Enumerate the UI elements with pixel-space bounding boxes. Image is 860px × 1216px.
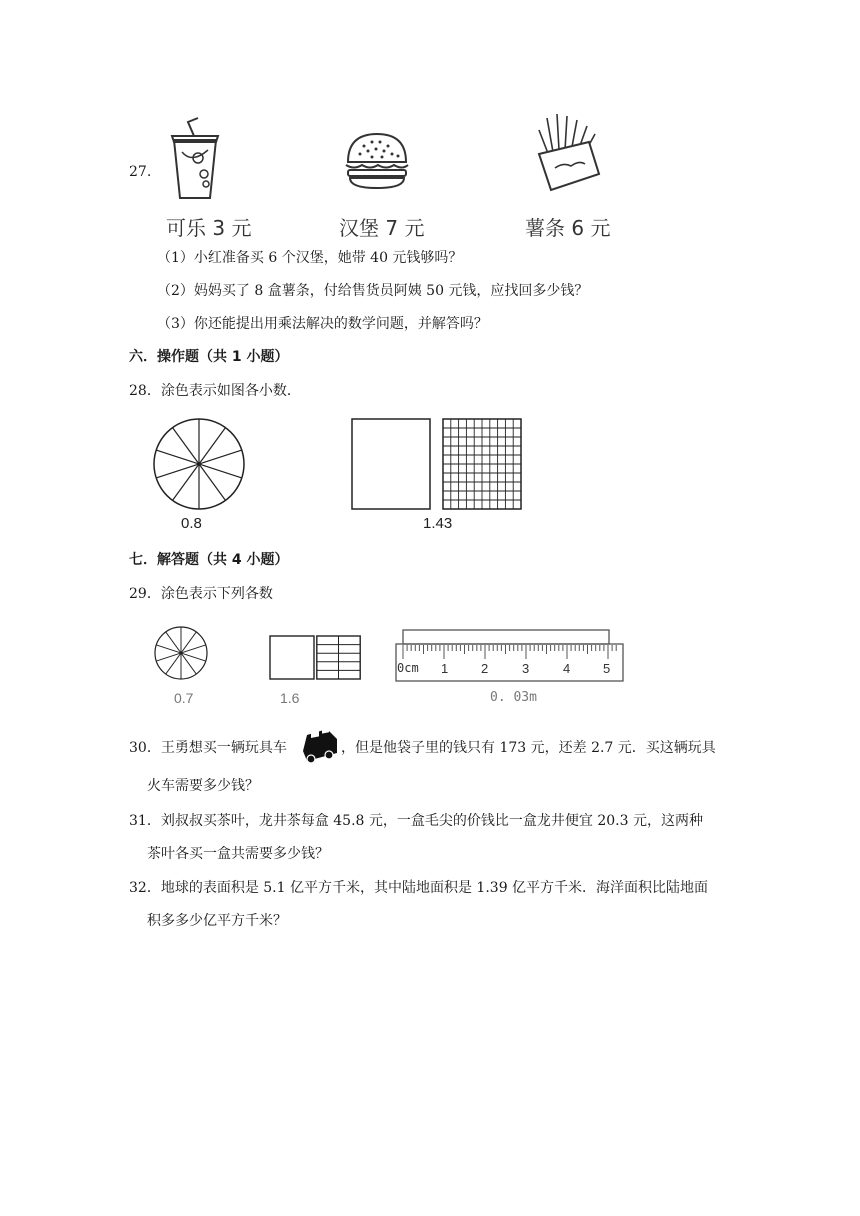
question-27-part-1: （1）小红准备买 6 个汉堡，她带 40 元钱够吗？ <box>157 250 463 266</box>
whole-unit-square <box>351 418 431 510</box>
question-32-line-1: 32．地球的表面积是 5.1 亿平方千米，其中陆地面积是 1.39 亿平方千米．海洋面积比陆地面 <box>129 880 709 896</box>
square-decimal-label: 1.43 <box>423 515 453 532</box>
small-whole-square <box>269 635 315 680</box>
question-31-line-2: 茶叶各买一盒共需要多少钱？ <box>147 846 329 862</box>
question-32-line-2: 积多多少亿平方千米？ <box>147 913 287 929</box>
fries-price-label: 薯条 6 元 <box>525 216 611 240</box>
hundred-grid-square <box>442 418 522 510</box>
hamburger-price-label: 汉堡 7 元 <box>339 216 425 240</box>
small-circle-divided-10-parts <box>153 625 209 681</box>
cola-price-label: 可乐 3 元 <box>166 216 252 240</box>
question-28-text: 28．涂色表示如图各小数． <box>129 383 301 399</box>
question-27-part-2: （2）妈妈买了 8 盒薯条，付给售货员阿姨 50 元钱，应找回多少钱？ <box>157 283 589 299</box>
ruler-tick-label-2: 2 <box>481 661 489 676</box>
question-27-part-3: （3）你还能提出用乘法解决的数学问题，并解答吗？ <box>157 316 488 332</box>
small-square-decimal-label: 1.6 <box>280 690 300 706</box>
question-30-line-1-start: 30．王勇想买一辆玩具车 <box>129 740 287 756</box>
toy-car-icon <box>297 725 341 765</box>
question-31-line-1: 31．刘叔叔买茶叶，龙井茶每盒 45.8 元，一盒毛尖的价钱比一盒龙井便宜 20.3 元，这两种 <box>129 813 703 829</box>
ruler-zero-label: 0cm <box>397 661 419 675</box>
ruler-with-bar <box>395 629 625 683</box>
question-27-number: 27. <box>129 164 152 180</box>
ruler-tick-label-3: 3 <box>522 661 530 676</box>
hamburger-icon <box>344 132 410 190</box>
ruler-tick-label-1: 1 <box>441 661 449 676</box>
section-6-heading: 六．操作题（共 1 小题） <box>129 349 289 365</box>
ruler-tick-label-5: 5 <box>603 661 611 676</box>
ruler-tick-label-4: 4 <box>563 661 571 676</box>
circle-divided-10-parts <box>152 417 246 511</box>
cola-cup-icon <box>168 118 228 200</box>
section-7-heading: 七．解答题（共 4 小题） <box>129 552 289 568</box>
small-circle-decimal-label: 0.7 <box>174 690 194 706</box>
question-30-line-1-end: ，但是他袋子里的钱只有 173 元，还差 2.7 元．买这辆玩具 <box>341 740 716 756</box>
circle-decimal-label: 0.8 <box>181 515 202 532</box>
square-divided-10-rows <box>316 635 361 680</box>
question-30-line-2: 火车需要多少钱？ <box>147 778 259 794</box>
french-fries-icon <box>533 112 605 194</box>
question-29-text: 29．涂色表示下列各数 <box>129 586 273 602</box>
ruler-length-label: 0. 03m <box>490 690 537 705</box>
